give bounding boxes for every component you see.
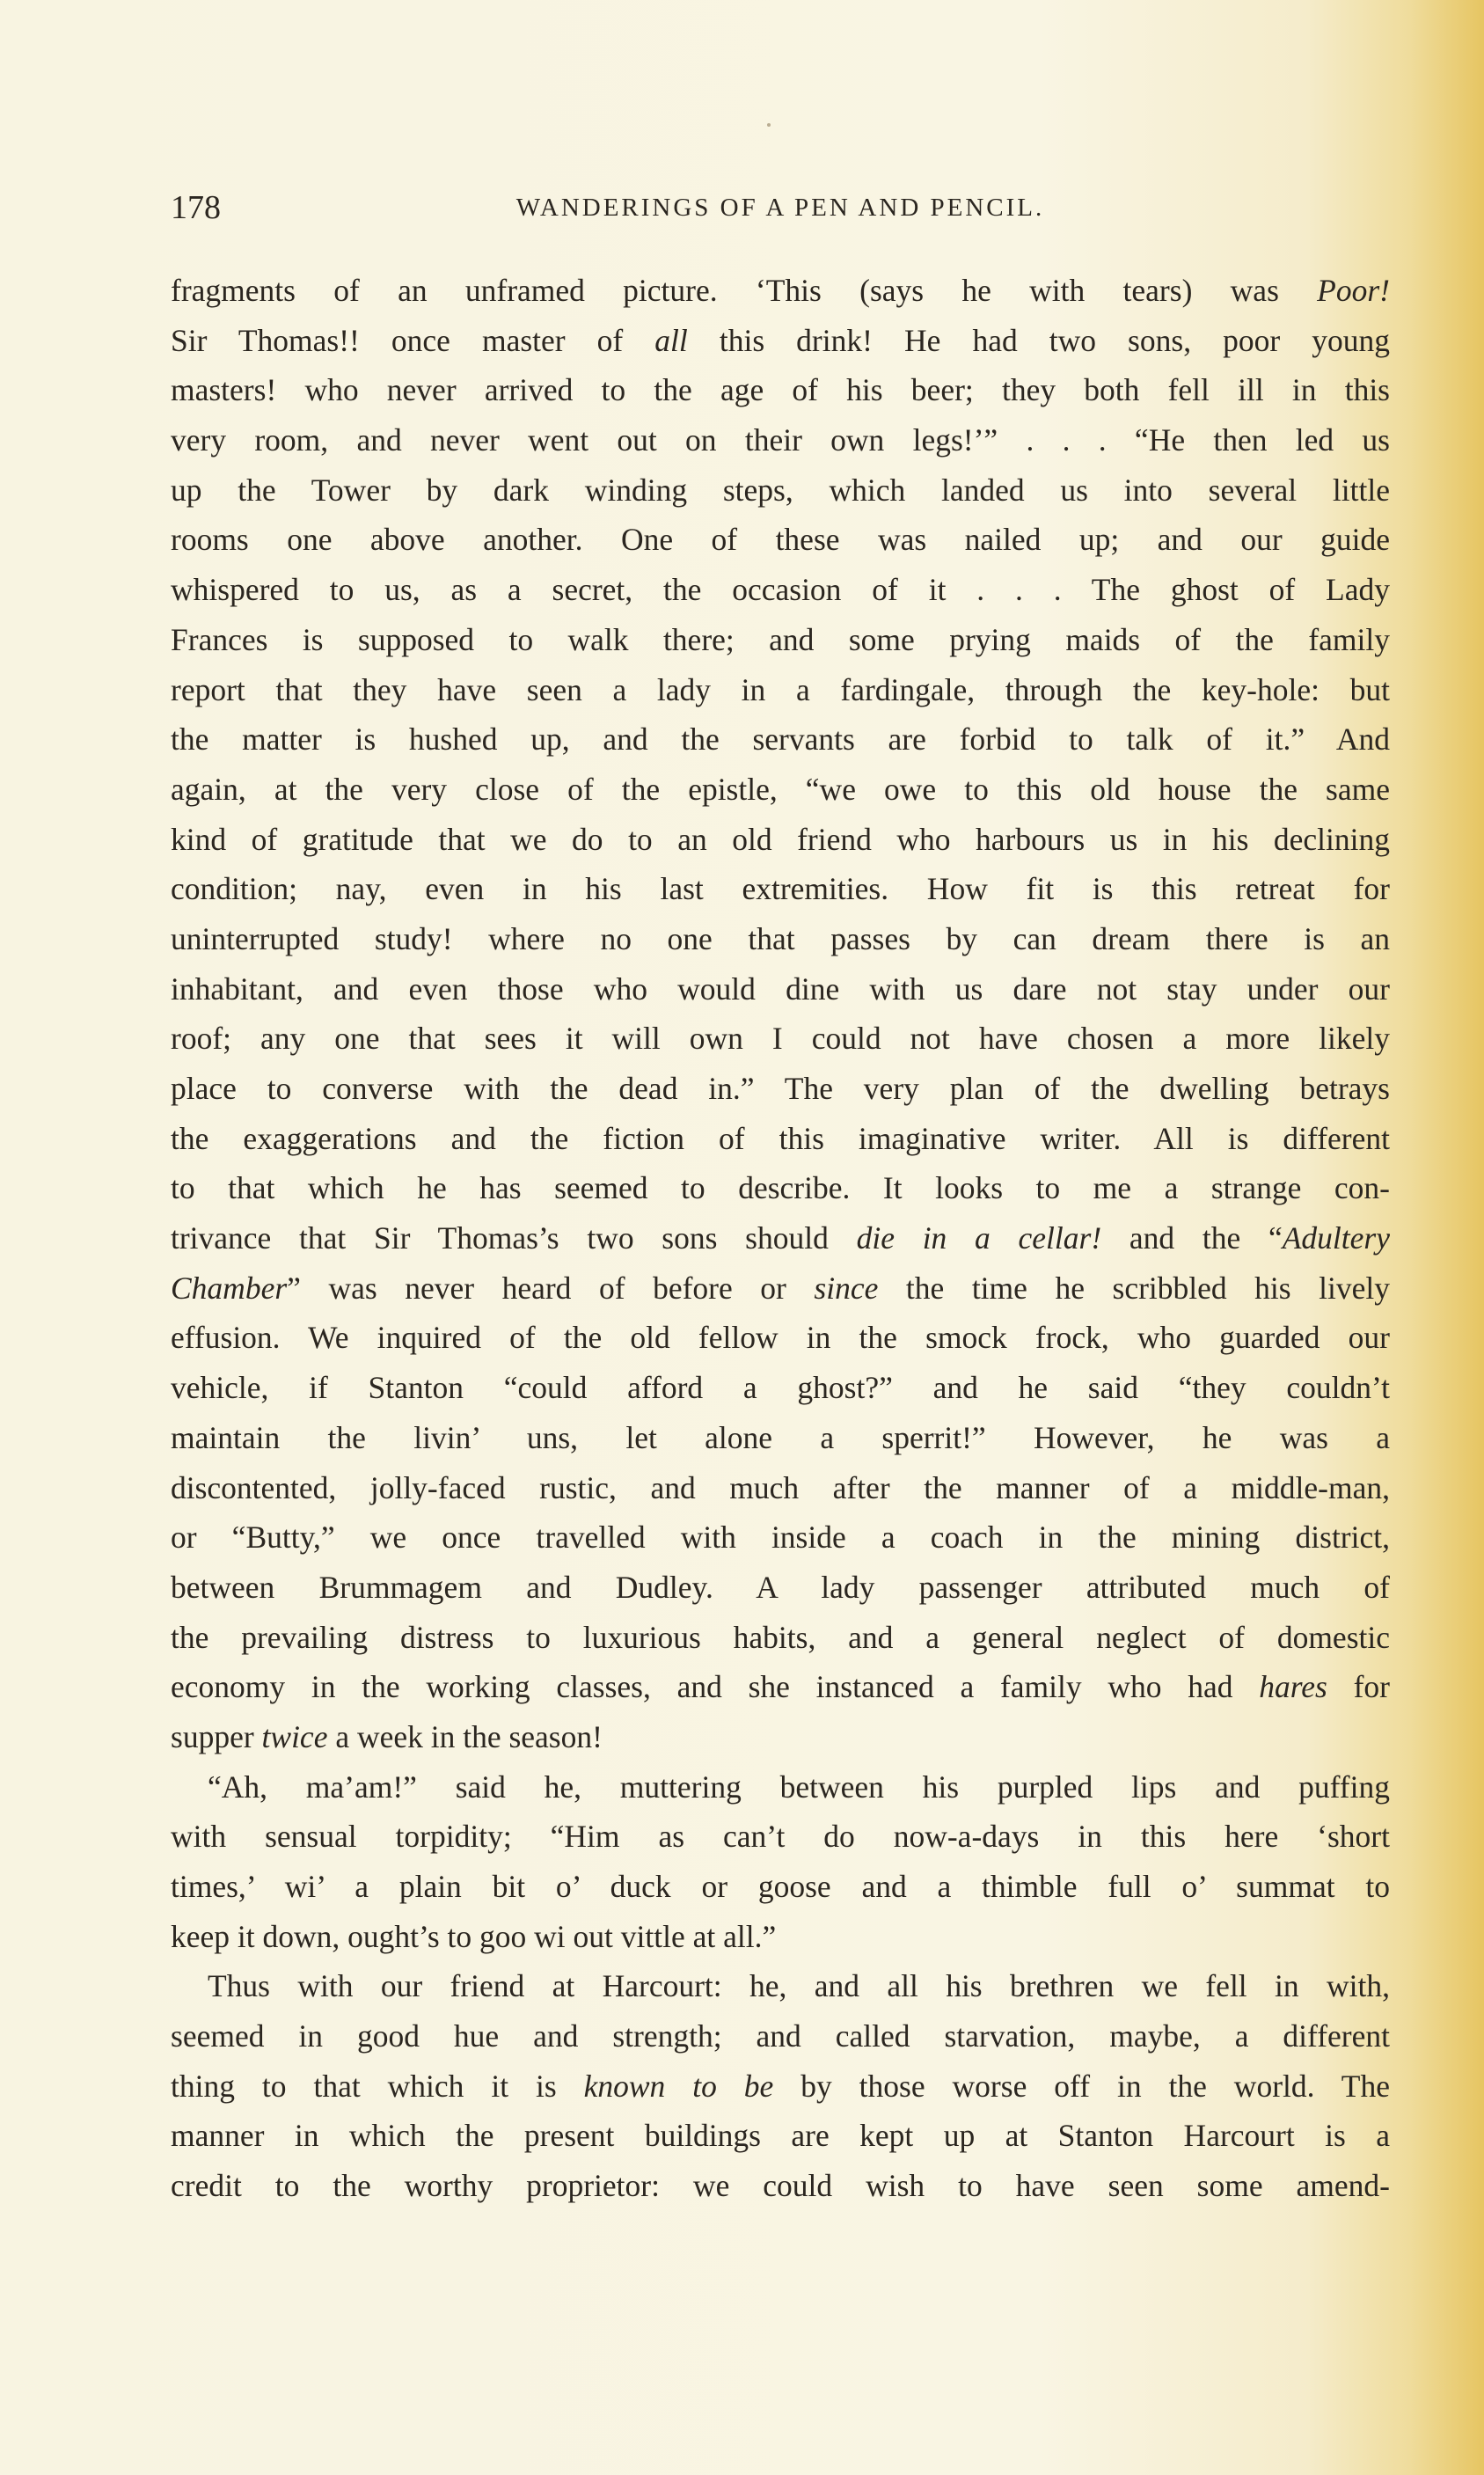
- text-segment: fragments of an unframed picture. ‘This (says he with tears) was: [171, 273, 1318, 308]
- text-segment: between Brummagem and Dudley. A lady passenger attributed much of: [171, 1569, 1390, 1605]
- text-line: [171, 1313, 1390, 1363]
- text-line: [171, 964, 1390, 1014]
- text-segment: masters! who never arrived to the age of his beer; they both fell ill in this: [171, 372, 1390, 408]
- text-line: [171, 2011, 1390, 2061]
- text-line: [171, 2061, 1390, 2112]
- text-segment: vehicle, if Stanton “could afford a ghost?” and he said “they couldn’t: [171, 1370, 1390, 1406]
- text-segment: economy in the working classes, and she instanced a family who had: [171, 1669, 1260, 1705]
- italic-text: known to be: [583, 2068, 774, 2104]
- text-segment: whispered to us, as a secret, the occasion of it . . . The ghost of Lady: [171, 572, 1390, 608]
- text-line: [171, 266, 1390, 316]
- text-line: [171, 465, 1390, 516]
- text-segment: the time he scribbled his lively: [878, 1270, 1391, 1306]
- text-line: [171, 665, 1390, 715]
- text-line: [171, 815, 1390, 865]
- page-speck: [767, 123, 771, 127]
- italic-text: die in a cellar!: [856, 1220, 1102, 1256]
- text-line: [171, 1812, 1390, 1862]
- text-line: [171, 1163, 1390, 1213]
- text-line: [171, 316, 1390, 366]
- text-line: [171, 864, 1390, 914]
- text-line: [171, 765, 1390, 815]
- body-text: [171, 266, 1390, 2211]
- text-segment: discontented, jolly-faced rustic, and much after the manner of a middle-man,: [171, 1469, 1390, 1505]
- text-line: [171, 1114, 1390, 1164]
- page-number: 178: [171, 189, 221, 226]
- text-line: [171, 1712, 1390, 1762]
- text-segment: rooms one above another. One of these was nailed up; and our guide: [171, 522, 1390, 558]
- italic-text: twice: [261, 1718, 328, 1754]
- text-segment: keep it down, ought’s to goo wi out vittle at all.”: [171, 1918, 777, 1954]
- text-segment: maintain the livin’ uns, let alone a sperrit!” However, he was a: [171, 1419, 1390, 1455]
- text-line: [171, 515, 1390, 565]
- text-segment: condition; nay, even in his last extremities. How fit is this retreat for: [171, 871, 1390, 907]
- text-line: [171, 415, 1390, 465]
- text-segment: up the Tower by dark winding steps, which landed us into several little: [171, 472, 1390, 508]
- text-line: [171, 1014, 1390, 1064]
- italic-text: Chamber: [171, 1270, 288, 1306]
- italic-text: Adultery: [1282, 1220, 1390, 1256]
- text-segment: Frances is supposed to walk there; and some prying maids of the family: [171, 621, 1390, 657]
- text-segment: this drink! He had two sons, poor young: [687, 322, 1390, 358]
- text-segment: manner in which the present buildings are kept up at Stanton Harcourt is a: [171, 2118, 1390, 2154]
- text-segment: with sensual torpidity; “Him as can’t do now-a-days in this here ‘short: [171, 1819, 1390, 1855]
- text-segment: for: [1327, 1669, 1390, 1705]
- text-line: [171, 1263, 1390, 1314]
- text-segment: the matter is hushed up, and the servants are forbid to talk of it.” And: [171, 721, 1390, 758]
- text-line: [171, 1662, 1390, 1712]
- text-line: [171, 714, 1390, 765]
- text-line: [171, 615, 1390, 665]
- text-segment: roof; any one that sees it will own I could not have chosen a more likely: [171, 1021, 1390, 1057]
- text-segment: “Ah, ma’am!” said he, muttering between his purpled lips and puffing: [208, 1768, 1390, 1805]
- text-line: [171, 1363, 1390, 1413]
- text-line: [171, 2161, 1390, 2211]
- text-segment: by those worse off in the world. The: [773, 2068, 1390, 2104]
- text-segment: seemed in good hue and strength; and called starvation, maybe, a different: [171, 2018, 1390, 2054]
- text-segment: Thus with our friend at Harcourt: he, and all his brethren we fell in with,: [208, 1968, 1390, 2004]
- text-segment: kind of gratitude that we do to an old friend who harbours us in his declining: [171, 821, 1390, 857]
- text-line: [171, 1563, 1390, 1613]
- text-line: [171, 1064, 1390, 1114]
- text-segment: effusion. We inquired of the old fellow in the smock frock, who guarded our: [171, 1320, 1390, 1356]
- text-segment: inhabitant, and even those who would dine with us dare not stay under our: [171, 970, 1390, 1007]
- text-segment: report that they have seen a lady in a fardingale, through the key-hole: but: [171, 671, 1390, 707]
- italic-text: hares: [1259, 1669, 1327, 1705]
- text-line: [171, 1862, 1390, 1912]
- text-line: [171, 1463, 1390, 1513]
- text-segment: very room, and never went out on their own legs!’” . . . “He then led us: [171, 422, 1390, 458]
- text-segment: supper: [171, 1718, 262, 1754]
- text-segment: to that which he has seemed to describe. It looks to me a strange con-: [171, 1170, 1390, 1206]
- running-title: WANDERINGS OF A PEN AND PENCIL.: [515, 194, 1045, 222]
- text-line: [171, 1213, 1390, 1263]
- text-line: [171, 365, 1390, 415]
- text-segment: Sir Thomas!! once master of: [171, 322, 655, 358]
- text-segment: place to converse with the dead in.” The very plan of the dwelling betrays: [171, 1071, 1390, 1106]
- text-segment: credit to the worthy proprietor: we could wish to have seen some amend-: [171, 2168, 1390, 2204]
- text-segment: a week in the season!: [327, 1718, 603, 1754]
- italic-text: since: [814, 1270, 879, 1306]
- text-segment: thing to that which it is: [171, 2068, 584, 2104]
- running-header: [171, 188, 1390, 232]
- text-line: [171, 1762, 1390, 1812]
- text-line: [171, 565, 1390, 615]
- italic-text: Poor!: [1317, 273, 1390, 308]
- text-line: [171, 1413, 1390, 1463]
- text-line: [171, 1512, 1390, 1563]
- text-line: [171, 1912, 1390, 1962]
- text-segment: ” was never heard of before or: [287, 1270, 815, 1306]
- text-segment: the prevailing distress to luxurious habits, and a general neglect of domestic: [171, 1619, 1390, 1655]
- text-line: [171, 1613, 1390, 1663]
- text-segment: times,’ wi’ a plain bit o’ duck or goose and a thimble full o’ summat to: [171, 1869, 1390, 1904]
- text-segment: again, at the very close of the epistle, “we owe to this old house the same: [171, 771, 1390, 807]
- text-segment: and the “: [1101, 1220, 1283, 1256]
- text-segment: uninterrupted study! where no one that passes by can dream there is an: [171, 920, 1390, 956]
- text-line: [171, 914, 1390, 964]
- text-line: [171, 2111, 1390, 2161]
- text-segment: the exaggerations and the fiction of this imaginative writer. All is different: [171, 1120, 1390, 1156]
- text-segment: or “Butty,” we once travelled with inside a coach in the mining district,: [171, 1519, 1390, 1556]
- italic-text: all: [654, 322, 688, 358]
- text-segment: trivance that Sir Thomas’s two sons should: [171, 1220, 857, 1256]
- text-line: [171, 1961, 1390, 2011]
